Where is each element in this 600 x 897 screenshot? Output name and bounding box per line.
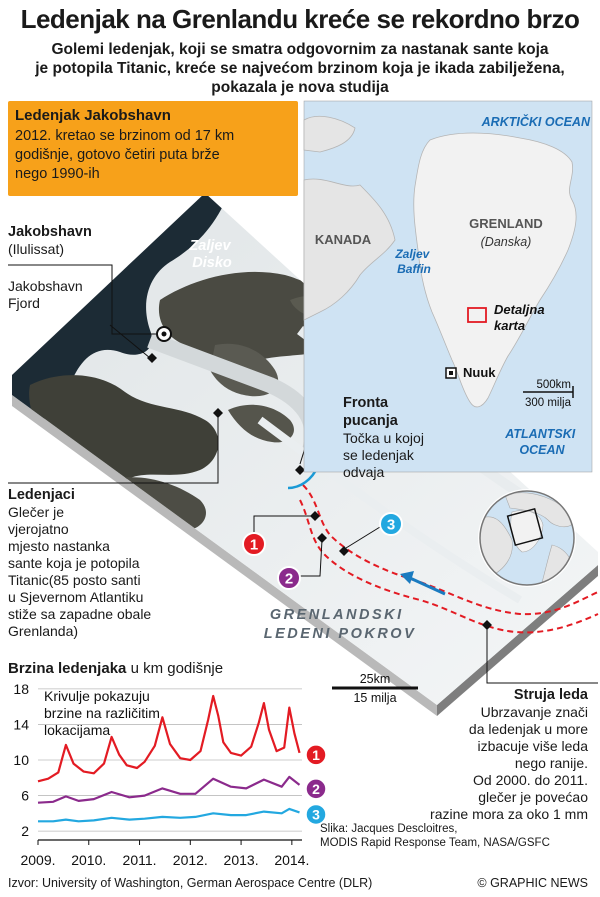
glaciers-line: Titanic(85 posto santi [8, 572, 141, 588]
x-tick-label: 2012. [172, 852, 208, 868]
glaciers-line: vjerojatno [8, 521, 69, 537]
stream-line: nego ranije. [514, 755, 588, 771]
x-tick-label: 2010. [71, 852, 107, 868]
highlight-text [15, 127, 287, 184]
detail-label: Detaljna karta [494, 302, 545, 333]
credit-line: MODIS Rapid Response Team, NASA/GSFC [320, 837, 550, 849]
front-desc: odvaja [343, 464, 385, 480]
glaciers-callout [8, 486, 208, 640]
x-tick-label: 2014. [274, 852, 310, 868]
footer-source: Izvor: University of Washington, German Aerospace Centre (DLR) [8, 876, 373, 890]
svg-text:25km: 25km [359, 672, 391, 686]
svg-text:2: 2 [284, 570, 294, 588]
x-tick-label: 2013. [223, 852, 259, 868]
highlight-line: 2012. kretao se brzinom od 17 km [15, 128, 235, 144]
series-marker-label: 1 [312, 746, 320, 763]
footer-brand: © GRAPHIC NEWS [477, 876, 588, 890]
greenland-label: GRENLAND [469, 216, 543, 231]
chart-title-unit: u km godišnje [130, 660, 224, 677]
highlight-heading: Ledenjak Jakobshavn [15, 107, 171, 124]
stream-line: glečer je povećao [478, 789, 588, 805]
danska-label: (Danska) [480, 235, 532, 249]
credit-line: Slika: Jacques Descloitres, [320, 823, 458, 835]
front-desc: se ledenjak [343, 447, 414, 463]
map-marker-3 [380, 513, 402, 535]
jakobshavn-alt: (Ilulissat) [8, 241, 65, 257]
glaciers-line: mjesto nastanka [8, 538, 110, 554]
subtitle-line: je potopila Titanic, kreće se najvećom brzinom koja je ikada zabilježena, [35, 60, 565, 77]
highlight-box [8, 101, 298, 196]
series-line-2 [38, 777, 300, 803]
y-tick-label: 10 [13, 752, 29, 768]
x-tick-label: 2011. [122, 852, 157, 868]
map-marker-2 [278, 567, 300, 589]
chart-annotation-line: brzine na različitim [44, 705, 160, 721]
y-tick-label: 18 [13, 680, 29, 697]
series-marker-label: 2 [312, 780, 320, 797]
front-heading: Fronta [343, 395, 389, 411]
baffin-label: Zaljev Baffin [395, 247, 431, 276]
glaciers-line: sante koja je potopila [8, 555, 140, 571]
stream-heading: Struja leda [513, 687, 588, 703]
subtitle-line: Golemi ledenjak, koji se smatra odgovornim za nastanak sante koja [51, 41, 549, 58]
image-credit [320, 822, 550, 850]
svg-text:15 milja: 15 milja [353, 691, 397, 705]
y-tick-label: 6 [21, 787, 29, 804]
jakobshavn-name: Jakobshavn [8, 224, 92, 240]
fjord-line: Jakobshavn [8, 278, 83, 294]
chart-annotation-line: lokacijama [44, 722, 111, 738]
highlight-line: nego 1990-ih [15, 166, 100, 182]
stream-line: razine mora za oko 1 mm [430, 806, 588, 822]
chart-annotation-line: Krivulje pokazuju [44, 688, 150, 704]
map-marker-1 [243, 533, 265, 555]
glaciers-line: Grenlanda) [8, 623, 79, 639]
highlight-line: godišnje, gotovo četiri puta brže [15, 147, 220, 163]
x-tick-label: 2009. [20, 852, 56, 868]
stream-line: izbacuje više leda [477, 738, 588, 754]
svg-text:1: 1 [249, 536, 259, 554]
nuuk-label: Nuuk [463, 365, 496, 380]
y-tick-label: 2 [21, 823, 29, 840]
arctic-ocean-label: ARKTIČKI OCEAN [481, 115, 590, 129]
series-line-3 [38, 809, 300, 821]
fjord-line: Fjord [8, 295, 40, 311]
ice-stream-callout [388, 686, 588, 823]
ice-sheet-label: GRENLANDSKI LEDENI POKROV [263, 607, 417, 642]
front-desc: Točka u kojoj [343, 430, 424, 446]
page-title: Ledenjak na Grenlandu kreće se rekordno brzo [20, 4, 580, 34]
series-marker-label: 3 [312, 806, 320, 823]
bay-label: Zaljev Disko [189, 238, 232, 271]
calving-front-callout [343, 394, 473, 481]
jakobshavn-callout [8, 223, 92, 258]
inset-scale-km: 500km [536, 379, 571, 391]
fjord-callout [8, 278, 83, 312]
chart-title-main: Brzina ledenjaka [8, 660, 127, 677]
glaciers-line: stiže sa zapadne obale [8, 606, 152, 622]
stream-line: da ledenjak u more [468, 721, 588, 737]
front-heading: pucanja [343, 413, 398, 429]
inset-scale-mi: 300 milja [524, 397, 571, 409]
chart-title [8, 660, 223, 677]
stream-line: Od 2000. do 2011. [473, 772, 588, 788]
glaciers-line: Glečer je [8, 504, 65, 520]
velocity-chart [13, 681, 326, 868]
stream-line: Ubrzavanje znači [480, 704, 588, 720]
kanada-label: KANADA [314, 232, 372, 247]
glaciers-line: u Sjevernom Atlantiku [8, 589, 144, 605]
svg-text:3: 3 [386, 516, 396, 534]
atlantic-ocean-label: ATLANTSKI OCEAN [505, 427, 576, 457]
town-marker-dot [162, 332, 167, 337]
glaciers-heading: Ledenjaci [8, 487, 75, 503]
subtitle-line: pokazala je nova studija [211, 79, 389, 96]
y-tick-label: 14 [13, 716, 29, 733]
